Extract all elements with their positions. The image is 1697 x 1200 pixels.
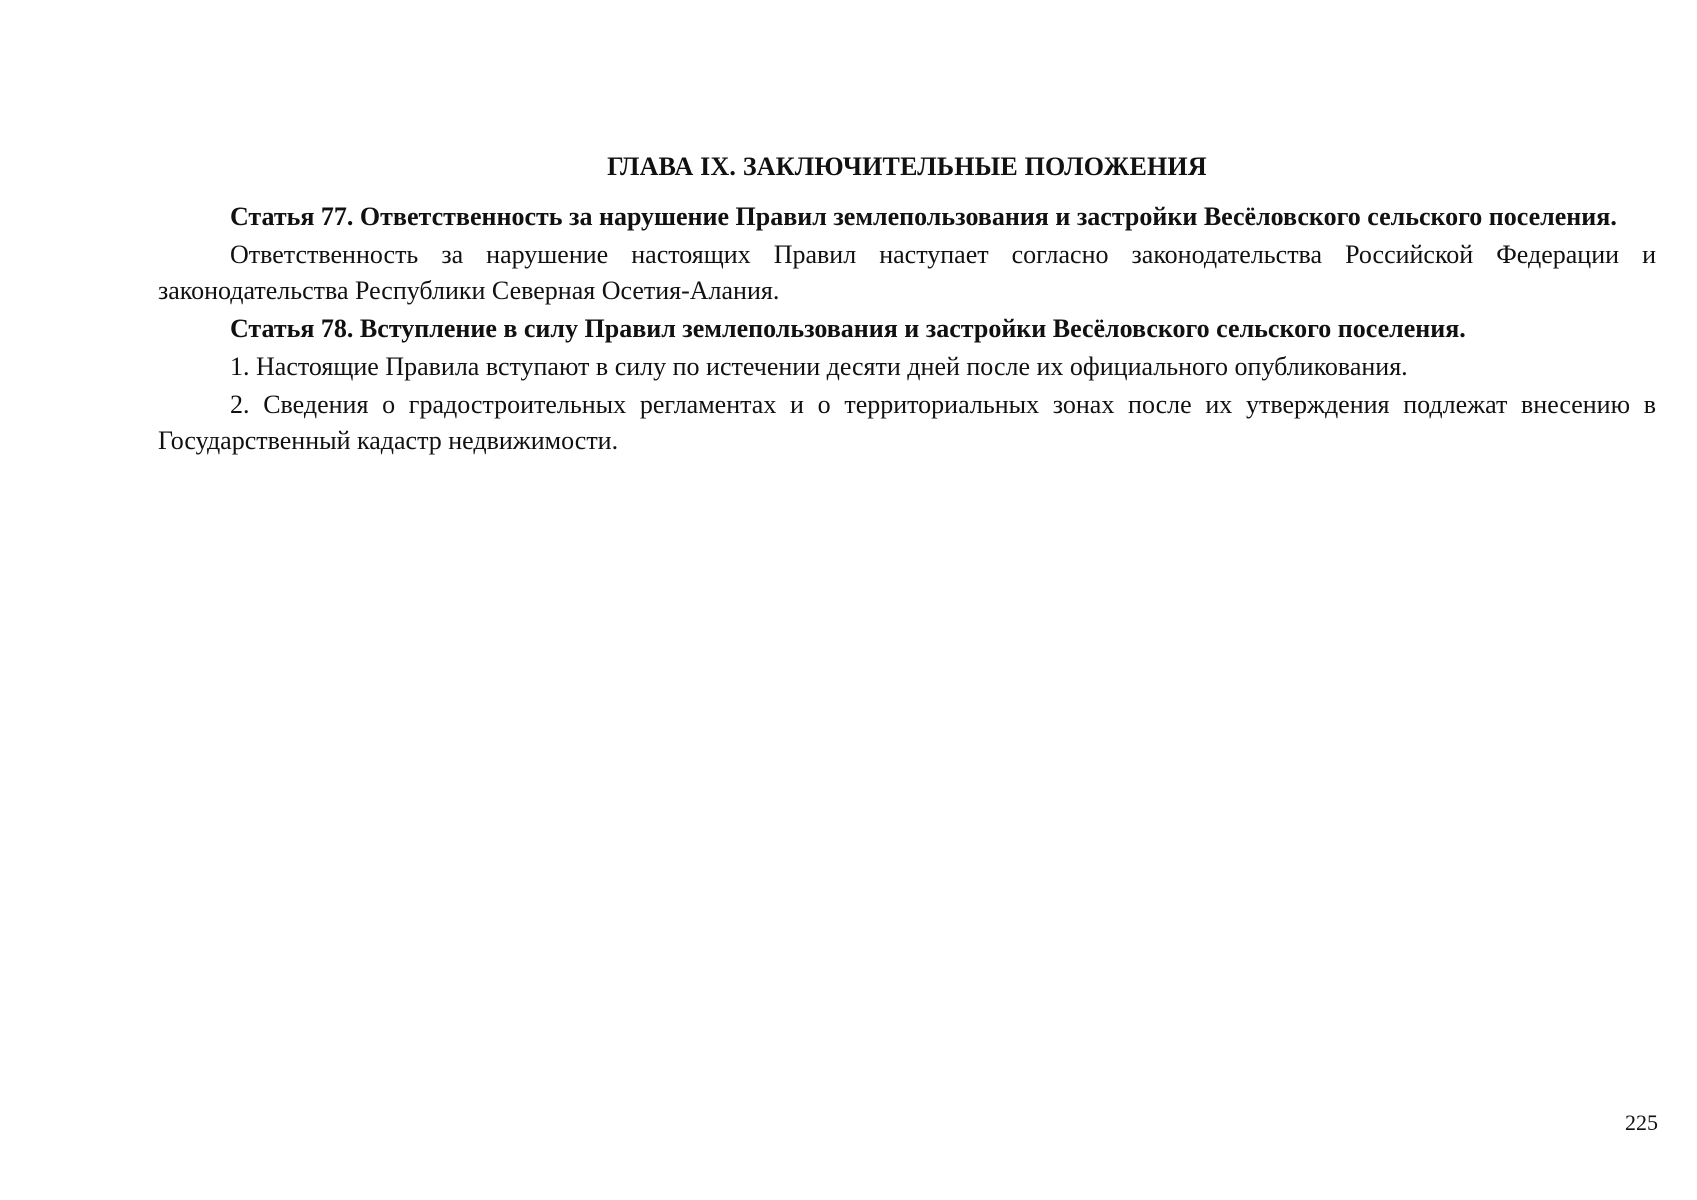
- article-77-heading: Статья 77. Ответственность за нарушение Правил землепользования и застройки Весёловского сельского поселения.: [230, 202, 1617, 231]
- article-78-paragraph-1: 1. Настоящие Правила вступают в силу по истечении десяти дней после их официального опубликования.: [230, 352, 1408, 381]
- page-number: 225: [1625, 1110, 1658, 1135]
- article-77-paragraph-1: Ответственность за нарушение настоящих Правил наступает согласно законодательства Российской Федерации и законодательства Республики Северная Осетия-Алания.: [158, 240, 1656, 305]
- article-78-heading: Статья 78. Вступление в силу Правил землепользования и застройки Весёловского сельского поселения.: [230, 314, 1466, 343]
- article-78: [158, 311, 1656, 459]
- article-78-paragraph-2: 2. Сведения о градостроительных регламентах и о территориальных зонах после их утверждения подлежат внесению в Государственный кадастр недвижимости.: [158, 390, 1656, 455]
- page-content: [158, 149, 1656, 459]
- article-77: [158, 199, 1656, 309]
- chapter-title: ГЛАВА IX. ЗАКЛЮЧИТЕЛЬНЫЕ ПОЛОЖЕНИЯ: [607, 152, 1207, 181]
